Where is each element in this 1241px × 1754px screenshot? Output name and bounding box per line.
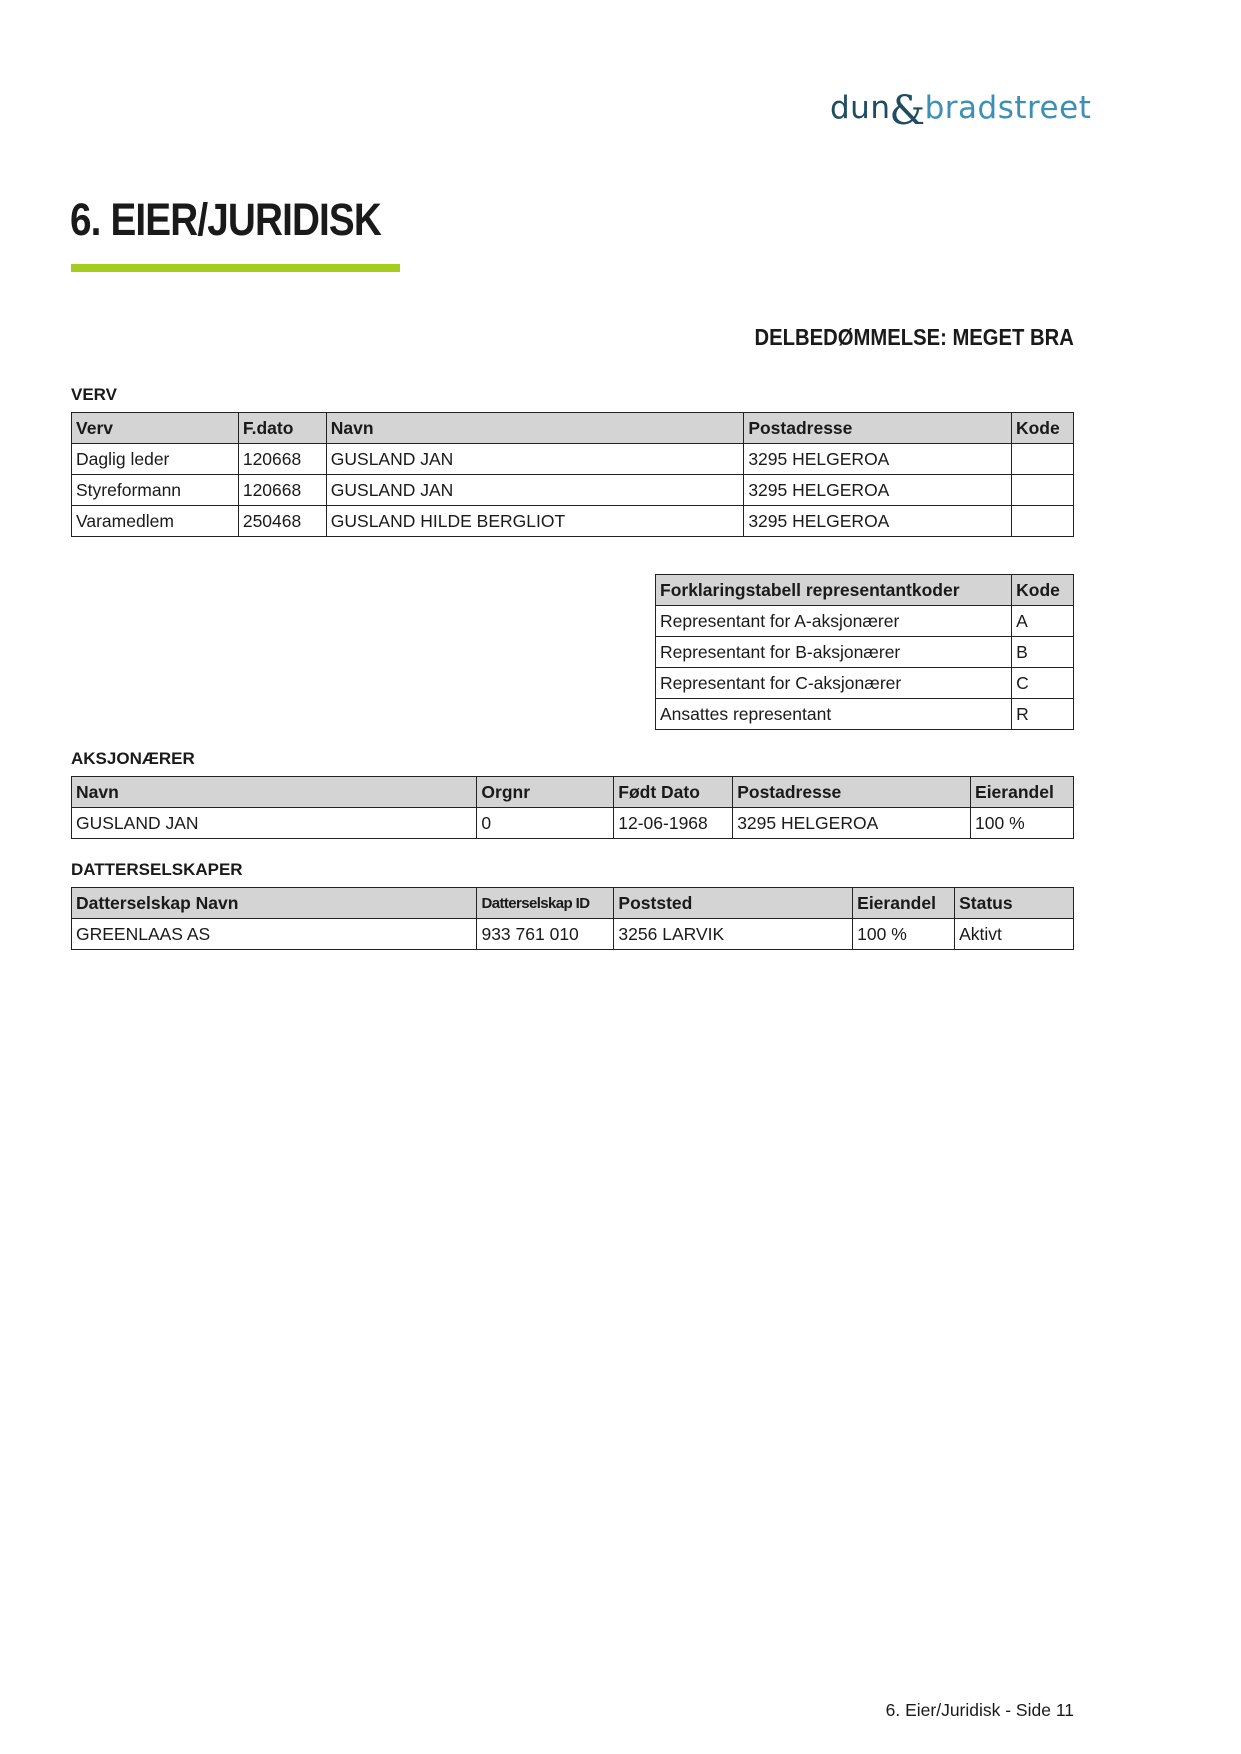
column-header: Kode bbox=[1011, 413, 1073, 444]
column-header: Datterselskap Navn bbox=[72, 888, 477, 919]
table-header-row bbox=[72, 777, 1074, 808]
table-cell bbox=[1011, 506, 1073, 537]
logo-ampersand: & bbox=[889, 88, 926, 134]
column-header: Postadresse bbox=[744, 413, 1012, 444]
aksjonaerer-table bbox=[71, 776, 1074, 839]
table-cell: 120668 bbox=[238, 444, 326, 475]
table-cell: 3295 HELGEROA bbox=[744, 506, 1012, 537]
page-footer: 6. Eier/Juridisk - Side 11 bbox=[885, 1700, 1074, 1720]
representative-codes-table bbox=[655, 574, 1074, 730]
table-row bbox=[72, 808, 1074, 839]
column-header: Datterselskap ID bbox=[477, 888, 614, 919]
table-header-row bbox=[72, 888, 1074, 919]
column-header: Kode bbox=[1012, 575, 1074, 606]
logo-word-bradstreet: bradstreet bbox=[924, 90, 1092, 126]
table-cell: GUSLAND JAN bbox=[326, 444, 744, 475]
table-cell: A bbox=[1012, 606, 1074, 637]
table-cell: Varamedlem bbox=[72, 506, 239, 537]
table-cell: Daglig leder bbox=[72, 444, 239, 475]
table-cell: 933 761 010 bbox=[477, 919, 614, 950]
column-header: Navn bbox=[72, 777, 477, 808]
datterselskaper-heading: DATTERSELSKAPER bbox=[71, 860, 243, 879]
column-header: F.dato bbox=[238, 413, 326, 444]
table-cell: GUSLAND JAN bbox=[72, 808, 477, 839]
table-cell: Representant for B-aksjonærer bbox=[656, 637, 1012, 668]
table-cell: Ansattes representant bbox=[656, 699, 1012, 730]
table-cell: Aktivt bbox=[955, 919, 1074, 950]
column-header: Navn bbox=[326, 413, 744, 444]
table-cell bbox=[1011, 475, 1073, 506]
brand-logo bbox=[830, 76, 1092, 134]
column-header: Status bbox=[955, 888, 1074, 919]
table-row bbox=[656, 699, 1074, 730]
table-cell: 12-06-1968 bbox=[614, 808, 733, 839]
table-cell: 100 % bbox=[971, 808, 1074, 839]
table-cell: C bbox=[1012, 668, 1074, 699]
table-header-row bbox=[72, 413, 1074, 444]
table-cell: 3256 LARVIK bbox=[614, 919, 853, 950]
table-cell: 120668 bbox=[238, 475, 326, 506]
rating-heading: DELBEDØMMELSE: MEGET BRA bbox=[754, 324, 1074, 350]
table-row bbox=[656, 668, 1074, 699]
table-cell: 3295 HELGEROA bbox=[744, 475, 1012, 506]
column-header: Verv bbox=[72, 413, 239, 444]
table-cell: GUSLAND JAN bbox=[326, 475, 744, 506]
table-cell: 0 bbox=[477, 808, 614, 839]
column-header: Forklaringstabell representantkoder bbox=[656, 575, 1012, 606]
table-cell: 3295 HELGEROA bbox=[744, 444, 1012, 475]
table-cell: 3295 HELGEROA bbox=[733, 808, 971, 839]
table-row bbox=[72, 919, 1074, 950]
logo-word-dun: dun bbox=[830, 90, 891, 126]
table-header-row bbox=[656, 575, 1074, 606]
table-cell: GUSLAND HILDE BERGLIOT bbox=[326, 506, 744, 537]
table-cell: Representant for C-aksjonærer bbox=[656, 668, 1012, 699]
column-header: Poststed bbox=[614, 888, 853, 919]
aksjonaerer-heading: AKSJONÆRER bbox=[71, 749, 195, 768]
table-row bbox=[656, 637, 1074, 668]
table-cell: Representant for A-aksjonærer bbox=[656, 606, 1012, 637]
table-row bbox=[72, 444, 1074, 475]
table-cell: R bbox=[1012, 699, 1074, 730]
column-header: Født Dato bbox=[614, 777, 733, 808]
table-row bbox=[656, 606, 1074, 637]
column-header: Postadresse bbox=[733, 777, 971, 808]
table-row bbox=[72, 475, 1074, 506]
table-cell: 100 % bbox=[853, 919, 955, 950]
column-header: Eierandel bbox=[853, 888, 955, 919]
table-row bbox=[72, 506, 1074, 537]
table-cell: B bbox=[1012, 637, 1074, 668]
column-header: Orgnr bbox=[477, 777, 614, 808]
column-header: Eierandel bbox=[971, 777, 1074, 808]
table-cell: GREENLAAS AS bbox=[72, 919, 477, 950]
datterselskaper-table bbox=[71, 887, 1074, 950]
table-cell: Styreformann bbox=[72, 475, 239, 506]
page-title: 6. EIER/JURIDISK bbox=[70, 194, 381, 245]
table-cell bbox=[1011, 444, 1073, 475]
verv-heading: VERV bbox=[71, 385, 117, 404]
verv-table bbox=[71, 412, 1074, 537]
table-cell: 250468 bbox=[238, 506, 326, 537]
title-underline bbox=[71, 264, 400, 272]
